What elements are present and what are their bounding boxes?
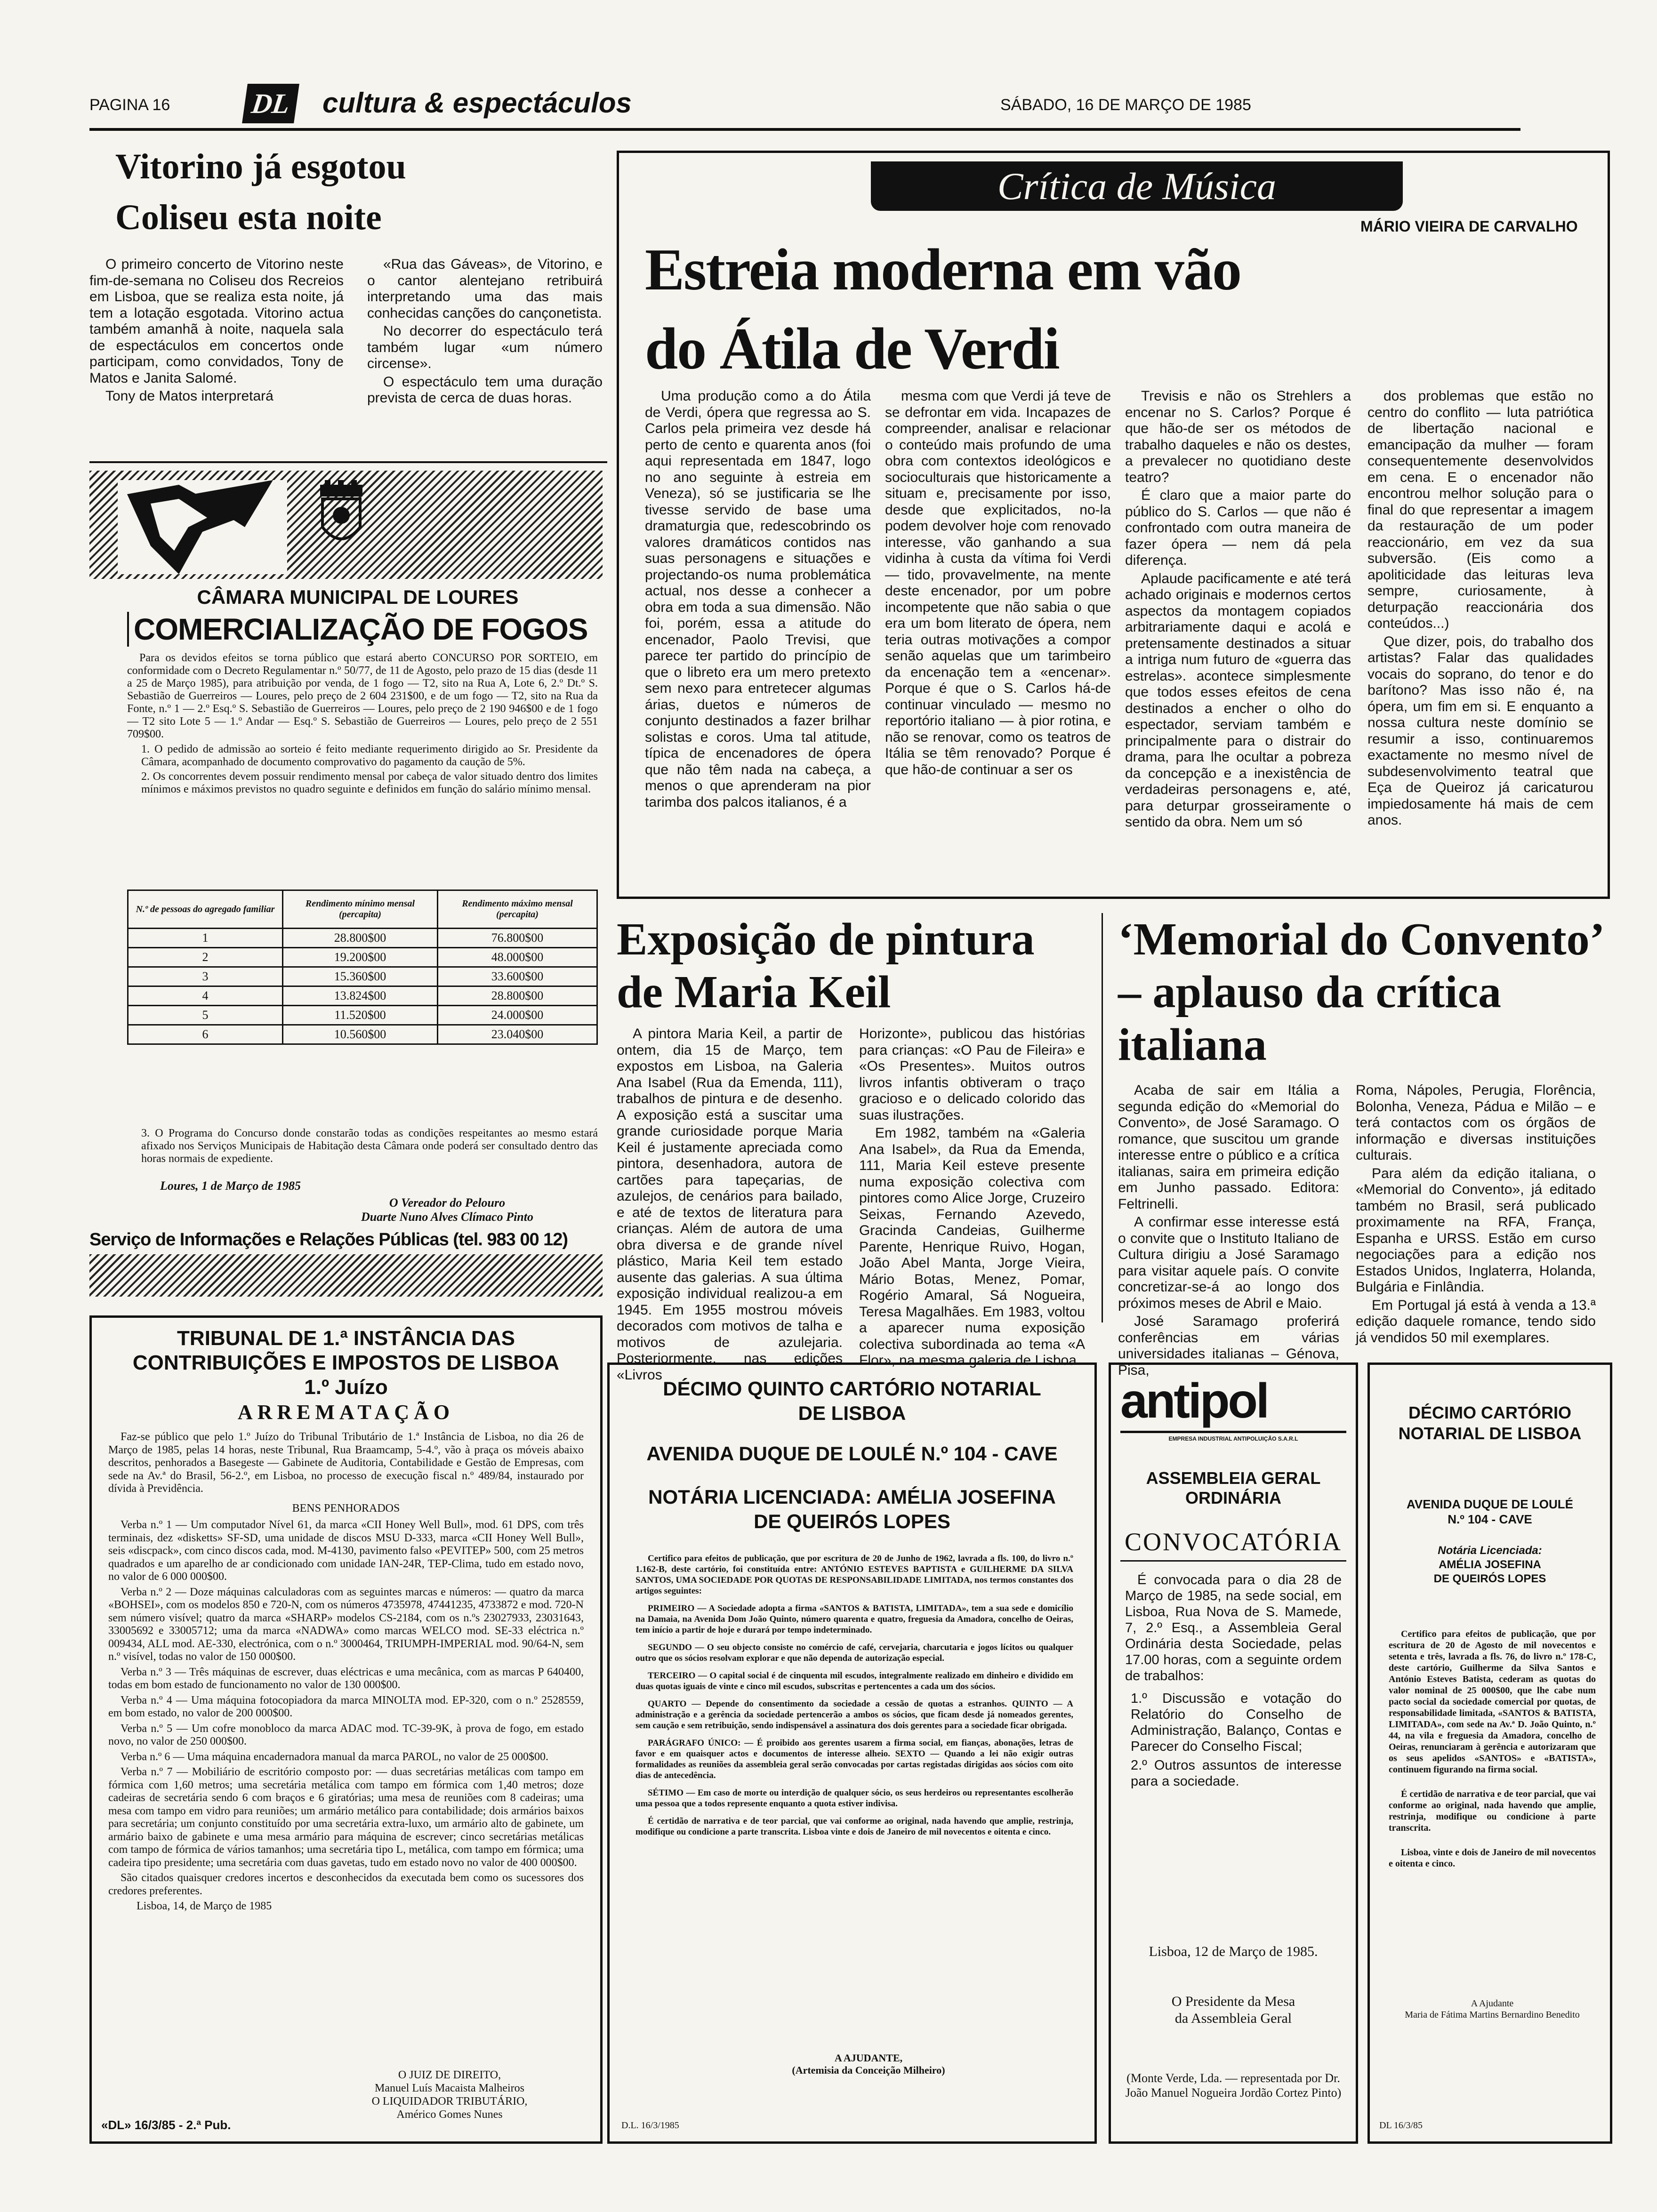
verba-item: Verba n.º 1 — Um computador Nível 61, da marca «CII Honey Well Bull», mod. 61 DPS, com três terminais, dez «disketts» SF-SD, uma unidade de discos MSU D-333, marca «CII Honey Well Bull», seis «discpack», com cinco discos cada, mod. M-4130, pavimento falso «PEVITEP» 500, com 25 metros quadrados e um aparelho de ar condicionado com unidade IAN-24R, TEP-Clima, tudo em estado novo, no valor de 6 000 000$00. bbox=[108, 1519, 584, 1583]
memorial-col1 bbox=[1118, 1082, 1339, 1380]
critica-byline: MÁRIO VIEIRA DE CARVALHO bbox=[1360, 218, 1578, 235]
cartorio10-body bbox=[1389, 1628, 1596, 1872]
vitorino-para: O primeiro concerto de Vitorino neste fim-de-semana no Coliseu dos Recreios em Lisboa, que se realiza esta noite, já tem a lotação esgotada. Vitorino actua também amanhã à noite, naquela sala de espectáculos em concertos onde participam, como convidados, Tony de Matos e Janita Salomé. bbox=[89, 256, 344, 386]
loures-org: CÂMARA MUNICIPAL DE LOURES bbox=[197, 586, 519, 608]
loures-body bbox=[127, 652, 598, 798]
keil-para: Em 1982, também na «Galeria Ana Isabel», da Rua da Emenda, 111, Maria Keil esteve presente numa exposição colectiva com pintores como Alice Jorge, Cruzeiro Seixas, Fernando Azevedo, Gracinda Candeias, Guilherme Parente, Henrique Ruivo, Hogan, João Abel Manta, Jorge Vieira, Mário Botas, Menez, Pomar, Rogério Amaral, Sá Nogueira, Teresa Magalhães. Em 1983, voltou a aparecer numa exposição colectiva subordinada ao tema «A Flor», na mesma galeria de Lisboa. bbox=[859, 1125, 1085, 1368]
table-header: Rendimento mínimo mensal (percapita) bbox=[283, 890, 438, 929]
tribunal-body bbox=[108, 1431, 584, 1913]
cartorio15-para: Certifico para efeitos de publicação, que por escritura de 20 de Junho de 1962, lavrada a fls. 100, do livro n.º 1.162-B, deste cartório, foi constituída entre: ANTÓNIO ESTEVES BAPTISTA e GUILHERME DA SILVA SANTOS, UMA SOCIEDADE POR QUOTAS DE RESPONSABILIDADE LIMITADA, nos termos constantes dos artigos seguintes: bbox=[635, 1554, 1073, 1596]
cartorio15-para: PRIMEIRO — A Sociedade adopta a firma «SANTOS & BATISTA, LIMITADA», tem a sua sede e domicílio na Damaia, na Avenida Dom João Quinto, número quarenta e quatro, freguesia da Amadora, concelho de Oeiras, tem início a partir de hoje e durará por tempo indeterminado. bbox=[635, 1603, 1073, 1635]
vitorino-headline bbox=[115, 141, 586, 243]
memorial-col2 bbox=[1356, 1082, 1596, 1348]
cartorio10-para: Lisboa, vinte e dois de Janeiro de mil novecentos e oitenta e cinco. bbox=[1389, 1847, 1596, 1869]
cartorio10-notaria bbox=[1370, 1544, 1610, 1586]
table-cell: 4 bbox=[128, 986, 283, 1006]
table-cell: 11.520$00 bbox=[283, 1006, 438, 1025]
cartorio15-notice bbox=[607, 1362, 1097, 2144]
loures-item: 1. O pedido de admissão ao sorteio é feito mediante requerimento dirigido ao Sr. Presidente da Câmara, acompanhado de documento comprovativo do pagamento da caução de 5%. bbox=[141, 743, 598, 768]
critica-col3 bbox=[1125, 388, 1351, 833]
antipol-convocatoria: CONVOCATÓRIA bbox=[1124, 1528, 1342, 1556]
income-table bbox=[127, 890, 598, 1045]
table-cell: 28.800$00 bbox=[438, 986, 597, 1006]
tribunal-juizo: 1.º Juízo bbox=[304, 1376, 388, 1399]
critica-box bbox=[617, 151, 1610, 899]
memorial-para: Para além da edição italiana, o «Memorial do Convento», já editado também no Brasil, será publicado proximamente na RFA, França, Espanha e URSS. Estão em curso negociações para a edição nos Estados Unidos, Inglaterra, Holanda, Bulgária e Finlândia. bbox=[1356, 1165, 1596, 1295]
tribunal-signatures bbox=[318, 2068, 581, 2121]
tribunal-title bbox=[92, 1326, 600, 1400]
verba-item: Verba n.º 7 — Mobiliário de escritório composto por: — duas secretárias metálicas com tampo em fórmica com 1,60 metros; uma secretária metálica com tampo em fórmica com 1,40 metros; doze cadeiras de secretária sendo 6 com braços e 6 giratórias; uma mesa de reuniões com 8 cadeiras; uma mesa com tampo em vidro para reuniões; um armário metálico para contabilidade; dois armários baixos para secretária; um conjunto constituído por uma secretária extra-luxo, um armário alto de gabinete, um armário baixo de gabinete e uma mesa armário para máquina de escrever; cinco secretárias metálicas com tampo de fórmica de vários tamanhos; uma secretária tipo L, metálica, com tampo em fórmica; uma cadeira tipo presidente; uma secretária com duas gavetas, tudo em estado novo no valor de 400 000$00. bbox=[108, 1766, 584, 1869]
memorial-para: Roma, Nápoles, Perugia, Florência, Bolonha, Veneza, Pádua e Milão – e terá contactos com os órgãos de informação e diversas instituições culturais. bbox=[1356, 1082, 1596, 1163]
loures-item: 2. Os concorrentes devem possuir rendimento mensal por cabeça de valor situado dentro dos limites mínimos e máximos previstos no quadro seguinte e definidos em função do salário mínimo mensal. bbox=[141, 770, 598, 795]
memorial-headline-line2: – aplauso da crítica bbox=[1118, 967, 1501, 1018]
table-header-row bbox=[128, 890, 597, 929]
keil-headline-line2: de Maria Keil bbox=[617, 967, 891, 1018]
critica-para: É claro que a maior parte do público do S. Carlos — que não é confrontado com outra maneira de fazer ópera — nem dá pela diferença. bbox=[1125, 488, 1351, 568]
tribunal-place-date: Lisboa, 14, de Março de 1985 bbox=[137, 1900, 272, 1912]
critica-headline bbox=[645, 231, 1351, 389]
table-cell: 28.800$00 bbox=[283, 929, 438, 948]
antipol-agenda-item: 1.º Discussão e votação do Relatório do Conselho de Administração, Balanço, Contas e Parecer do Conselho Fiscal; bbox=[1131, 1691, 1342, 1754]
memorial-para: Acaba de sair em Itália a segunda edição do «Memorial do Convento», de José Saramago. O romance, que suscitou um grande interesse entre o público e a crítica italianas, saira em primeira edição em Junho passado. Editora: Feltrinelli. bbox=[1118, 1082, 1339, 1212]
cartorio15-notaria-line: NOTÁRIA LICENCIADA: AMÉLIA JOSEFINA bbox=[648, 1486, 1056, 1508]
cartorio15-para: SEGUNDO — O seu objecto consiste no comércio de café, cervejaria, charcutaria e jogos lícitos ou qualquer outro que os sócios resolvam explorar e que não dependa de autorização especial. bbox=[635, 1643, 1073, 1663]
loures-footer-block bbox=[89, 1179, 603, 1297]
table-cell: 5 bbox=[128, 1006, 283, 1025]
tribunal-intro: Faz-se público que pelo 1.º Juízo do Tribunal Tributário de 1.ª Instância de Lisboa, no dia 26 de Março de 1985, pelas 14 horas, neste Tribunal, Rua Braamcamp, 5-4.º, vão à praça os móveis abaixo descritos, penhorados a Basegeste — Gabinete de Auditoria, Contabilidade e Gestão de Empresas, com sede na Av.ª do Brasil, 56-2.º, em Lisboa, no processo de execução fiscal n.º 489/84, instaurado por dívida à Previdência. bbox=[108, 1431, 584, 1495]
cartorio10-title-line: NOTARIAL DE LISBOA bbox=[1398, 1424, 1582, 1443]
cartorio15-signature bbox=[751, 2052, 986, 2076]
critica-headline-line1: Estreia moderna em vão bbox=[645, 237, 1241, 303]
table-cell: 19.200$00 bbox=[283, 948, 438, 967]
memorial-para: A confirmar esse interesse está o convite que o Instituto Italiano de Cultura dirigiu a José Saramago para visitar aquele país. O convite concretizar-se-á ao longo dos próximos meses de Abril e Maio. bbox=[1118, 1214, 1339, 1311]
loures-hatch-bottom bbox=[89, 1254, 603, 1297]
critica-para: mesma com que Verdi já teve de se defrontar em vida. Incapazes de compreender, analisar e relacionar o conteúdo mais profundo de uma obra com contextos ideológicos e socioculturais que historicamente a situam e, precisamente por isso, desde que explicitados, no-la podem devolver hoje com renovado interesse, vão ganhando a sua vidinha à custa da vítima foi Verdi — tido, provavelmente, na mente deste encenador, por um pobre incompetente que não sabia o que era um bom literato de ópera, nem teria outras motivações a compor senão aquelas que um tarimbeiro da encenação tem a «encenar». Porque é que o S. Carlos há-de continuar vinculado — mesmo no reportório italiano — à pior rotina, e não se renovar, como os teatros de Itália se têm renovado? Porque é que hão-de continuar a ser os bbox=[885, 388, 1111, 777]
table-row bbox=[128, 1006, 597, 1025]
antipol-logo: antipol bbox=[1120, 1374, 1268, 1428]
antipol-convocatoria-rule bbox=[1120, 1560, 1346, 1562]
antipol-assembleia-line: ORDINÁRIA bbox=[1185, 1488, 1281, 1507]
cartorio15-dl-ref: D.L. 16/3/1985 bbox=[621, 2120, 679, 2131]
antipol-place-date: Lisboa, 12 de Março de 1985. bbox=[1149, 1944, 1318, 1959]
masthead-rule bbox=[89, 128, 1520, 131]
cartorio15-sig-name: (Artemisia da Conceição Milheiro) bbox=[792, 2064, 945, 2076]
cartorio15-notaria-line: DE QUEIRÓS LOPES bbox=[754, 1510, 950, 1532]
table-cell: 23.040$00 bbox=[438, 1025, 597, 1044]
keil-col1 bbox=[617, 1026, 843, 1385]
memorial-headline-line1: ‘Memorial do Convento’ bbox=[1118, 914, 1605, 965]
critica-headline-line2: do Átila de Verdi bbox=[645, 316, 1059, 382]
antipol-sig-line: O Presidente da Mesa bbox=[1171, 1994, 1295, 2009]
cartorio10-para: É certidão de narrativa e de teor parcial, que vai conforme ao original, nada havendo que amplie, restrinja, modifique ou condicione à parte transcrita. bbox=[1389, 1789, 1596, 1833]
vitorino-col1 bbox=[89, 256, 344, 407]
table-row bbox=[128, 986, 597, 1006]
antipol-para: É convocada para o dia 28 de Março de 1985, na sede social, em Lisboa, Rua Nova de S. Mamede, 7, 2.º Esq., a Assembleia Geral Ordinária desta Sociedade, pelas 17.00 horas, com a seguinte ordem de trabalhos: bbox=[1125, 1572, 1342, 1683]
cartorio10-address-line: AVENIDA DUQUE DE LOULÉ bbox=[1407, 1497, 1573, 1511]
divider bbox=[89, 461, 607, 463]
tribunal-sig-name: Manuel Luís Macaista Malheiros bbox=[375, 2082, 524, 2094]
loures-ad bbox=[89, 471, 603, 1177]
table-row bbox=[128, 929, 597, 948]
table-header: N.º de pessoas do agregado familiar bbox=[128, 890, 283, 929]
cartorio15-title-line: DE LISBOA bbox=[798, 1402, 906, 1424]
tribunal-sig-role: O LIQUIDADOR TRIBUTÁRIO, bbox=[371, 2095, 528, 2108]
table-cell: 48.000$00 bbox=[438, 948, 597, 967]
coat-of-arms-icon bbox=[311, 480, 372, 551]
cartorio15-sig-role: A AJUDANTE, bbox=[834, 2052, 903, 2064]
vitorino-headline-line2: Coliseu esta noite bbox=[115, 198, 382, 237]
masthead bbox=[89, 84, 1511, 126]
critica-para: Que dizer, pois, do trabalho dos artistas? Falar das qualidades vocais do soprano, do tenor e do barítono? Mas isso não é, na ópera, um fim em si. E enquanto a nossa cultura neste domínio se resumir a isso, continuaremos exactamente no mesmo nível de subdesenvolvimento teatral que Eça de Queiroz já caricaturou impiedosamente há mais de cem anos. bbox=[1367, 633, 1593, 828]
table-cell: 2 bbox=[128, 948, 283, 967]
cartorio10-para: Certifico para efeitos de publicação, que por escritura de 20 de Agosto de mil novecentos e setenta e três, lavrada a fls. 76, do livro n.º 178-C, deste cartório, Guilherme da Silva Santos e António Esteves Batista, cederam as quotas do valor nominal de 25 000$00, que lhe cabe num pacto social da sociedade comercial por quotas, de responsabilidade limitada, «SANTOS & BATISTA, LIMITADA», com sede na Av.ª D. João Quinto, n.º 44, na vila e freguesia da Amadora, concelho de Oeiras, renunciaram à gerência e autorizaram que os seus apelidos «SANTOS» e «BATISTA», continuem figurando na firma social. bbox=[1389, 1629, 1596, 1775]
antipol-logo-sub: EMPRESA INDUSTRIAL ANTIPOLUIÇÃO S.A.R.L bbox=[1168, 1435, 1298, 1442]
loures-intro: Para os devidos efeitos se torna público que estará aberto CONCURSO POR SORTEIO, em conformidade com o Decreto Regulamentar n.º 50/77, de 11 de Agosto, pelo prazo de 15 dias (desde 11 a 25 de Março 1985), para atribuição por venda, de 1 fogo — T2, sito na Rua A, Lote 6, 2.º Dt.º S. Sebastião de Guerreiros — Loures, pelo preço de 2 604 231$00, e de um fogo — T2, sito na Rua da Fonte, n.º 1 — 2.º Esq.º S. Sebastião de Guerreiros — Loures, pelo preço de 2 190 946$00 e de 1 fogo — T2 sito Lote 5 — 1.º Andar — Esq.º S. Sebastião de Guerreiros — Loures, pelo preço de 2 551 709$00. bbox=[127, 652, 598, 740]
keil-headline-line1: Exposição de pintura bbox=[617, 914, 1035, 965]
table-row bbox=[128, 1025, 597, 1044]
loures-title: COMERCIALIZAÇÃO DE FOGOS bbox=[127, 612, 609, 647]
vitorino-para: Tony de Matos interpretará bbox=[105, 388, 273, 404]
cartorio15-body bbox=[635, 1553, 1073, 1840]
antipol-signature bbox=[1111, 1993, 1356, 2027]
critica-col1 bbox=[645, 388, 871, 812]
cartorio15-para: TERCEIRO — O capital social é de cinquenta mil escudos, integralmente realizado em dinheiro e dividido em duas quotas iguais de vinte e cinco mil escudos, subscritas e pertencentes a cada um dos sócios. bbox=[635, 1671, 1073, 1691]
critica-col4 bbox=[1367, 388, 1593, 831]
dl-logo: DL bbox=[242, 84, 299, 123]
vitorino-headline-line1: Vitorino já esgotou bbox=[115, 147, 406, 186]
table-cell: 76.800$00 bbox=[438, 929, 597, 948]
loures-date: Loures, 1 de Março de 1985 bbox=[160, 1179, 301, 1193]
antipol-agenda-item: 2.º Outros assuntos de interesse para a sociedade. bbox=[1131, 1758, 1342, 1789]
tribunal-title-line: CONTRIBUIÇÕES E IMPOSTOS DE LISBOA bbox=[132, 1351, 560, 1374]
section-title: cultura & espectáculos bbox=[322, 87, 632, 119]
vitorino-para: «Rua das Gáveas», de Vitorino, e o cantor alentejano retribuirá interpretando uma das mais conhecidas canções do cançonetista. bbox=[367, 256, 603, 321]
memorial-headline bbox=[1118, 913, 1612, 1071]
critica-para: Uma produção como a do Átila de Verdi, ópera que regressa ao S. Carlos pela primeira vez desde há perto de cento e quarenta anos (foi aqui representada em 1847, logo no ano seguinte à estreia em Veneza), só se justificaria se lhe tivesse servido de base uma dramaturgia que, redescobrindo os valores dramáticos contidos nas suas personagens e situações e projectando-os numa problemática actual, nos desse a conhecer a obra em toda a sua dimensão. Não foi, porém, essa a atitude do encenador, Paolo Trevisi, que parece ter partido do princípio de que o libreto era um mero pretexto sem nexo para entretecer algumas árias, duetos e números de conjunto destinados a fazer brilhar solistas e coros. Uma tal atitude, típica de encenadores de ópera que não têm nada na cabeça, a menos o que aprenderam na pior tarimba dos palcos italianos, é a bbox=[645, 388, 871, 810]
column-divider bbox=[1102, 913, 1103, 1322]
keil-para: Horizonte», publicou das histórias para crianças: «O Pau de Fileira» e «Os Presentes». Muitos outros livros infantis obtiveram o traço gracioso e o delicado colorido das suas ilustrações. bbox=[859, 1026, 1085, 1123]
table-cell: 33.600$00 bbox=[438, 967, 597, 986]
memorial-headline-line3: italiana bbox=[1118, 1019, 1267, 1070]
cartorio10-signature bbox=[1384, 1998, 1601, 2020]
verba-item: Verba n.º 5 — Um cofre monobloco da marca ADAC mod. TC-39-9K, à prova de fogo, em estado novo, no valor de 250 000$00. bbox=[108, 1722, 584, 1747]
table-cell: 6 bbox=[128, 1025, 283, 1044]
antipol-assembleia bbox=[1111, 1468, 1356, 1508]
cartorio10-notaria-line: AMÉLIA JOSEFINA bbox=[1439, 1558, 1541, 1571]
cartorio15-notaria bbox=[610, 1485, 1094, 1534]
table-cell: 10.560$00 bbox=[283, 1025, 438, 1044]
cartorio10-notice bbox=[1367, 1362, 1612, 2144]
loures-logo-icon bbox=[122, 480, 278, 574]
memorial-para: José Saramago proferirá conferências em várias universidades italianas – Génova, Pisa, bbox=[1118, 1314, 1339, 1378]
antipol-notice bbox=[1109, 1362, 1358, 2144]
critica-para: Trevisis e não os Strehlers a encenar no S. Carlos? Porque é que hão-de ser os métodos de trabalho daqueles e não os destes, a prevalecer no quotidiano deste teatro? bbox=[1125, 388, 1351, 485]
cartorio10-title-line: DÉCIMO CARTÓRIO bbox=[1408, 1403, 1571, 1422]
keil-headline bbox=[617, 913, 1087, 1018]
critica-para: Aplaude pacificamente e até terá achado originais e modernos certos aspectos da montagem copiados arbitrariamente daqui e acolá e pretensamente destinados a situar a intriga num futuro de «guerra das estrelas». acontece simplesmente que todos esses efeitos de cena destinados a encher o olho do espectador, serviam também e principalmente para o distrair do drama, para lhe ocultar a pobreza da concepção e a inexistência de verdadeiras personagens e, até, para deturpar grosseiramente o sentido da obra. Nem um só bbox=[1125, 570, 1351, 830]
page-number: PAGINA 16 bbox=[89, 96, 170, 114]
table-row bbox=[128, 948, 597, 967]
antipol-logo-rule bbox=[1120, 1431, 1346, 1433]
cartorio10-title bbox=[1370, 1403, 1610, 1444]
tribunal-bens-heading: BENS PENHORADOS bbox=[292, 1502, 400, 1515]
table-cell: 3 bbox=[128, 967, 283, 986]
table-header: Rendimento máximo mensal (percapita) bbox=[438, 890, 597, 929]
table-row bbox=[128, 967, 597, 986]
antipol-footer: (Monte Verde, Lda. — representada por Dr. João Manuel Nogueira Jordão Cortez Pinto) bbox=[1125, 2071, 1342, 2100]
cartorio15-para: SÉTIMO — Em caso de morte ou interdição de qualquer sócio, os seus herdeiros ou representantes escolherão uma pessoa que a todos represente enquanto a quota estiver indivisa. bbox=[635, 1788, 1073, 1809]
table-cell: 24.000$00 bbox=[438, 1006, 597, 1025]
antipol-body bbox=[1125, 1572, 1342, 1789]
cartorio10-address-line: N.º 104 - CAVE bbox=[1448, 1512, 1532, 1526]
vitorino-para: No decorrer do espectáculo terá também lugar «um número circense». bbox=[367, 323, 603, 371]
cartorio10-notaria-line: DE QUEIRÓS LOPES bbox=[1433, 1572, 1546, 1585]
cartorio15-para: PARÁGRAFO ÚNICO: — É proibido aos gerentes usarem a firma social, em fianças, abonações, letras de favor e em quaisquer actos e documentos de interesse alheio. SEXTO — Quando a lei não exigir outras formalidades as reuniões da assembleia geral serão convocadas por cartas registadas dirigidas aos sócios com oito dias de antecedência. bbox=[635, 1738, 1073, 1780]
loures-item3: 3. O Programa do Concurso donde constarão todas as condições respeitantes ao mesmo estará afixado nos Serviços Municipais de Habitação desta Câmara onde poderá ser consultado dentro das horas normais de expediente. bbox=[141, 1127, 598, 1165]
tribunal-sig-role: O JUIZ DE DIREITO, bbox=[398, 2069, 501, 2081]
keil-para: A pintora Maria Keil, a partir de ontem, dia 15 de Março, tem expostos em Lisboa, na Galeria Ana Isabel (Rua da Emenda, 111), trabalhos de pintura e de desenho. A exposição está a suscitar uma grande curiosidade porque Maria Keil é justamente apreciada como pintora, desenhadora, autora de cartões para tapeçarias, de azulejos, de cenários para bailado, e até de textos de literatura para crianças. Além de autora de uma obra diversa e de grande nível plástico, Maria Keil tem estado ausente das galerias. A sua última exposição individual realizou-a em 1945. Em 1955 mostrou móveis decorados com motivos de talha e motivos de azulejaria. Posteriormente, nas edições «Livros bbox=[617, 1026, 843, 1383]
cartorio15-title-line: DÉCIMO QUINTO CARTÓRIO NOTARIAL bbox=[663, 1378, 1041, 1400]
cartorio15-para: QUARTO — Depende do consentimento da sociedade a cessão de quotas a estranhos. QUINTO — A administração e a gerência da sociedade pertencerão a ambos os sócios, que ficam desde já nomeados gerentes, sem caução e sem retribuição, sendo indispensável a assinatura dos dois gerentes para a sociedade ficar obrigada. bbox=[635, 1699, 1073, 1731]
antipol-sig-line: da Assembleia Geral bbox=[1174, 2011, 1292, 2026]
vitorino-para: O espectáculo tem uma duração prevista de cerca de duas horas. bbox=[367, 374, 603, 406]
cartorio10-notaria-line: Notária Licenciada: bbox=[1438, 1544, 1542, 1557]
issue-date: SÁBADO, 16 DE MARÇO DE 1985 bbox=[1000, 96, 1251, 114]
tribunal-title-line: TRIBUNAL DE 1.ª INSTÂNCIA DAS bbox=[177, 1327, 515, 1350]
verba-item: Verba n.º 3 — Três máquinas de escrever, duas eléctricas e uma mecânica, com as marcas P 640400, todas em bom estado de funcionamento no valor de 130 000$00. bbox=[108, 1666, 584, 1691]
cartorio10-dl-ref: DL 16/3/85 bbox=[1379, 2120, 1423, 2131]
cartorio15-title bbox=[610, 1377, 1094, 1426]
tribunal-closing: São citados quaisquer credores incertos e desconhecidos da executada bem como os sucessores dos credores preferentes. bbox=[108, 1872, 584, 1897]
vitorino-col2 bbox=[367, 256, 603, 409]
loures-signer-role: O Vereador do Pelouro bbox=[389, 1196, 506, 1210]
tribunal-arrematacao: ARREMATAÇÃO bbox=[237, 1401, 455, 1424]
verba-item: Verba n.º 4 — Uma máquina fotocopiadora da marca MINOLTA mod. EP-320, com o n.º 2528559, em bom estado, no valor de 200 000$00. bbox=[108, 1694, 584, 1719]
tribunal-sig-name: Américo Gomes Nunes bbox=[396, 2108, 503, 2121]
keil-col2 bbox=[859, 1026, 1085, 1371]
tribunal-notice bbox=[89, 1315, 603, 2144]
cartorio15-para: É certidão de narrativa e de teor parcial, que vai conforme ao original, nada havendo que amplie, restrinja, modifique ou condicione a parte transcrita. Lisboa vinte e dois de Janeiro de mil novecentos e oitenta e cinco. bbox=[635, 1816, 1073, 1837]
critica-col2 bbox=[885, 388, 1111, 780]
cartorio10-sig-role: A Ajudante bbox=[1471, 1998, 1514, 2009]
table-cell: 13.824$00 bbox=[283, 986, 438, 1006]
antipol-assembleia-line: ASSEMBLEIA GERAL bbox=[1146, 1468, 1321, 1488]
verba-item: Verba n.º 2 — Doze máquinas calculadoras com as seguintes marcas e números: — quatro da marca «BOHSEI», com os modelos 850 e 720-N, com os números 4735978, 47441235, 4733872 e mod. 720-N sem número visível; quatro da marca «SHARP» modelos CS-2184, com os n.ºs 23027933, 23031643, 33005692 e 33005712; uma da marca «NADWA» como marcas WELCO mod. SE-33 eléctrica n.º 009434, ALL mod. AE-330, electrónica, com o n.º 3000464, TRIUMPH-IMPERIAL mod. 90/64-N, sem n.º visível, todas no valor de 150 000$00. bbox=[108, 1586, 584, 1663]
table-cell: 15.360$00 bbox=[283, 967, 438, 986]
memorial-para: Em Portugal já está à venda a 13.ª edição daquele romance, tendo sido já vendidos 50 mil exemplares. bbox=[1356, 1297, 1596, 1346]
cartorio10-sig-name: Maria de Fátima Martins Bernardino Benedito bbox=[1405, 2010, 1580, 2020]
loures-signer-name: Duarte Nuno Alves Clímaco Pinto bbox=[361, 1210, 533, 1224]
cartorio10-address bbox=[1370, 1497, 1610, 1527]
cartorio15-address: AVENIDA DUQUE DE LOULÉ N.º 104 - CAVE bbox=[646, 1443, 1058, 1465]
critica-para: dos problemas que estão no centro do conflito — luta patriótica de libertação nacional e emancipação da mulher — foram consequentemente desenvolvidos em cena. E o encenador não encontrou melhor solução para o final do que representar a imagem da restauração de um poder reaccionário, em vez da sua subversão. (Eis como a apoliticidade das leituras leva sempre, curiosamente, à deturpação reaccionária dos conteúdos...) bbox=[1367, 388, 1593, 631]
table-cell: 1 bbox=[128, 929, 283, 948]
verba-item: Verba n.º 6 — Uma máquina encadernadora manual da marca PAROL, no valor de 25 000$00. bbox=[121, 1750, 548, 1763]
loures-contact: Serviço de Informações e Relações Públicas (tel. 983 00 12) bbox=[89, 1230, 568, 1250]
critica-kicker: Crítica de Música bbox=[997, 165, 1277, 208]
tribunal-dl-ref: «DL» 16/3/85 - 2.ª Pub. bbox=[101, 2118, 231, 2132]
